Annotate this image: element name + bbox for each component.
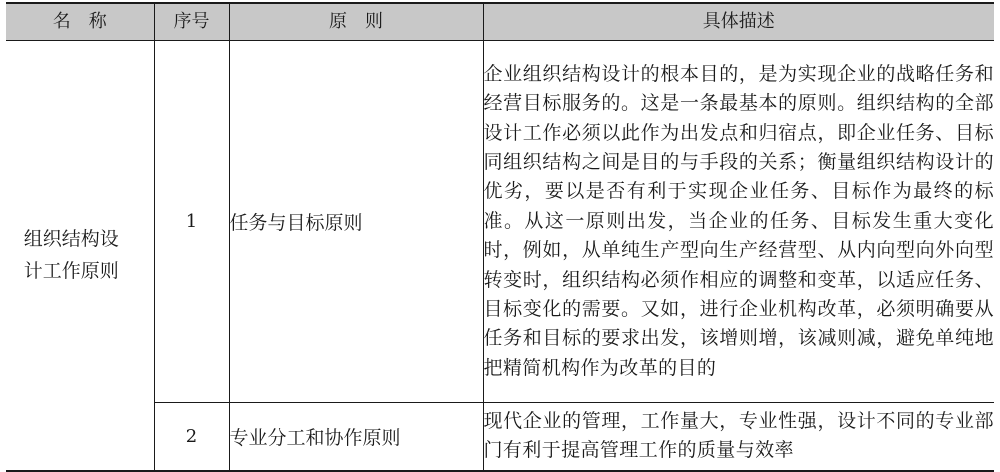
principles-table [6,2,994,472]
table-header [6,3,994,41]
header-description: 具体描述 [483,3,994,41]
principle-description: 现代企业的管理，工作量大，专业性强，设计不同的专业部门有利于提高管理工作的质量与效率 [483,403,994,471]
category-cell [6,41,154,471]
header-principle: 原 则 [229,3,483,41]
category-label: 组织结构设计工作原则 [23,228,119,283]
principle-name: 专业分工和协作原则 [229,403,483,471]
principle-description: 企业组织结构设计的根本目的，是为实现企业的战略任务和经营目标服务的。这是一条最基本的原则。组织结构的全部设计工作必须以此作为出发点和归宿点，即企业任务、目标同组织结构之间是目的与手段的关系；衡量组织结构设计的优劣，要以是否有利于实现企业任务、目标作为最终的标准。从这一原则出发，当企业的任务、目标发生重大变化时，例如，从单纯生产型向生产经营型、从内向型向外向型转变时，组织结构必须作相应的调整和变革，以适应任务、目标变化的需要。又如，进行企业机构改革，必须明确要从任务和目标的要求出发，该增则增，该减则减，避免单纯地把精简机构作为改革的目的 [483,41,994,403]
table-row [6,41,994,403]
row-number: 1 [154,41,229,403]
principle-name: 任务与目标原则 [229,41,483,403]
header-no: 序号 [154,3,229,41]
row-number: 2 [154,403,229,471]
table-body [6,41,994,471]
table-row [6,403,994,471]
header-name: 名 称 [6,3,154,41]
header-row [6,3,994,41]
